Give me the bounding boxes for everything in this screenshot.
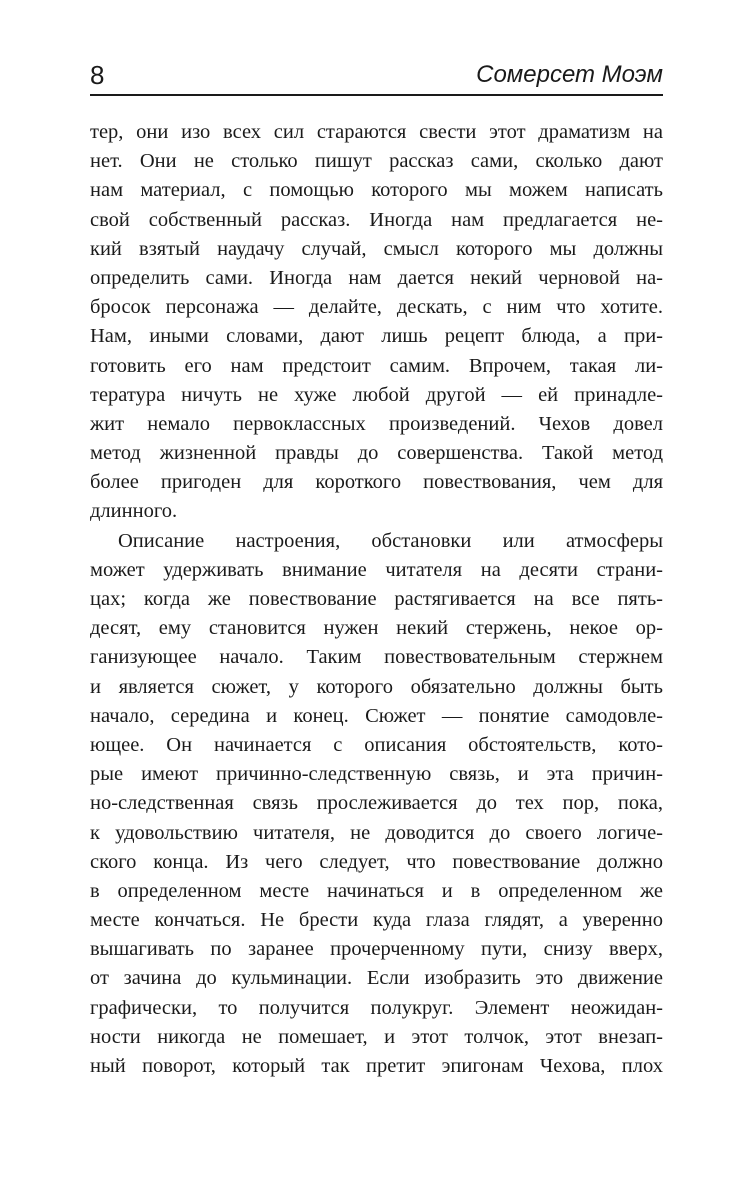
text-line: начало, середина и конец. Сюжет — понятие самодовле- bbox=[90, 704, 663, 727]
text-line: ского конца. Из чего следует, что повествование должно bbox=[90, 850, 663, 873]
body-text bbox=[90, 118, 663, 1081]
text-line: кий взятый наудачу случай, смысл которого мы должны bbox=[90, 237, 663, 260]
text-line: месте кончаться. Не брести куда глаза глядят, а уверенно bbox=[90, 909, 663, 932]
page-number: 8 bbox=[90, 60, 105, 90]
text-line: может удерживать внимание читателя на десяти страни- bbox=[90, 558, 663, 581]
text-line: свой собственный рассказ. Иногда нам предлагается не- bbox=[90, 208, 663, 231]
text-line: от зачина до кульминации. Если изобразить это движение bbox=[90, 967, 663, 990]
text-line: цах; когда же повествование растягивается на все пять- bbox=[90, 588, 663, 610]
text-line: бросок персонажа — делайте, дескать, с ним что хотите. bbox=[90, 296, 663, 319]
text-line: длинного. bbox=[90, 500, 178, 523]
text-line: метод жизненной правды до совершенства. Такой метод bbox=[90, 442, 663, 465]
text-line: жит немало первоклассных произведений. Чехов довел bbox=[90, 412, 663, 435]
text-line: определить сами. Иногда нам дается некий черновой на- bbox=[90, 266, 663, 289]
text-line: графически, то получится полукруг. Элемент неожидан- bbox=[90, 996, 663, 1019]
text-line: ный поворот, который так претит эпигонам Чехова, плох bbox=[90, 1055, 663, 1077]
text-line: готовить его нам предстоит самим. Впрочем, такая ли- bbox=[90, 354, 663, 377]
text-line: ющее. Он начинается с описания обстоятельств, кото- bbox=[90, 733, 663, 756]
text-line: и является сюжет, у которого обязательно должны быть bbox=[90, 675, 663, 698]
text-line: десят, ему становится нужен некий стержень, некое ор- bbox=[90, 617, 663, 640]
text-line: к удовольствию читателя, не доводится до своего логиче- bbox=[90, 821, 663, 844]
text-line: тература ничуть не хуже любой другой — ей принадле- bbox=[90, 383, 663, 406]
text-line: в определенном месте начинаться и в определенном же bbox=[90, 879, 663, 902]
text-line: но-следственная связь прослеживается до тех пор, пока, bbox=[90, 792, 663, 815]
text-line: нам материал, с помощью которого мы можем написать bbox=[90, 179, 663, 202]
text-line: более пригоден для короткого повествования, чем для bbox=[90, 471, 663, 494]
paragraph-first-line: Описание настроения, обстановки или атмосферы bbox=[118, 529, 663, 552]
running-head-author: Сомерсет Моэм bbox=[476, 61, 663, 88]
text-line: ганизующее начало. Таким повествовательным стержнем bbox=[90, 646, 663, 669]
text-line: вышагивать по заранее прочерченному пути, снизу вверх, bbox=[90, 938, 663, 961]
text-line: тер, они изо всех сил стараются свести этот драматизм на bbox=[90, 121, 663, 143]
running-header bbox=[90, 58, 663, 96]
text-line: рые имеют причинно-следственную связь, и эта причин- bbox=[90, 763, 663, 786]
text-line: ности никогда не помешает, и этот толчок, этот внезап- bbox=[90, 1025, 663, 1048]
text-line: Нам, иными словами, дают лишь рецепт блюда, а при- bbox=[90, 325, 663, 348]
text-line: нет. Они не столько пишут рассказ сами, сколько дают bbox=[90, 150, 663, 173]
